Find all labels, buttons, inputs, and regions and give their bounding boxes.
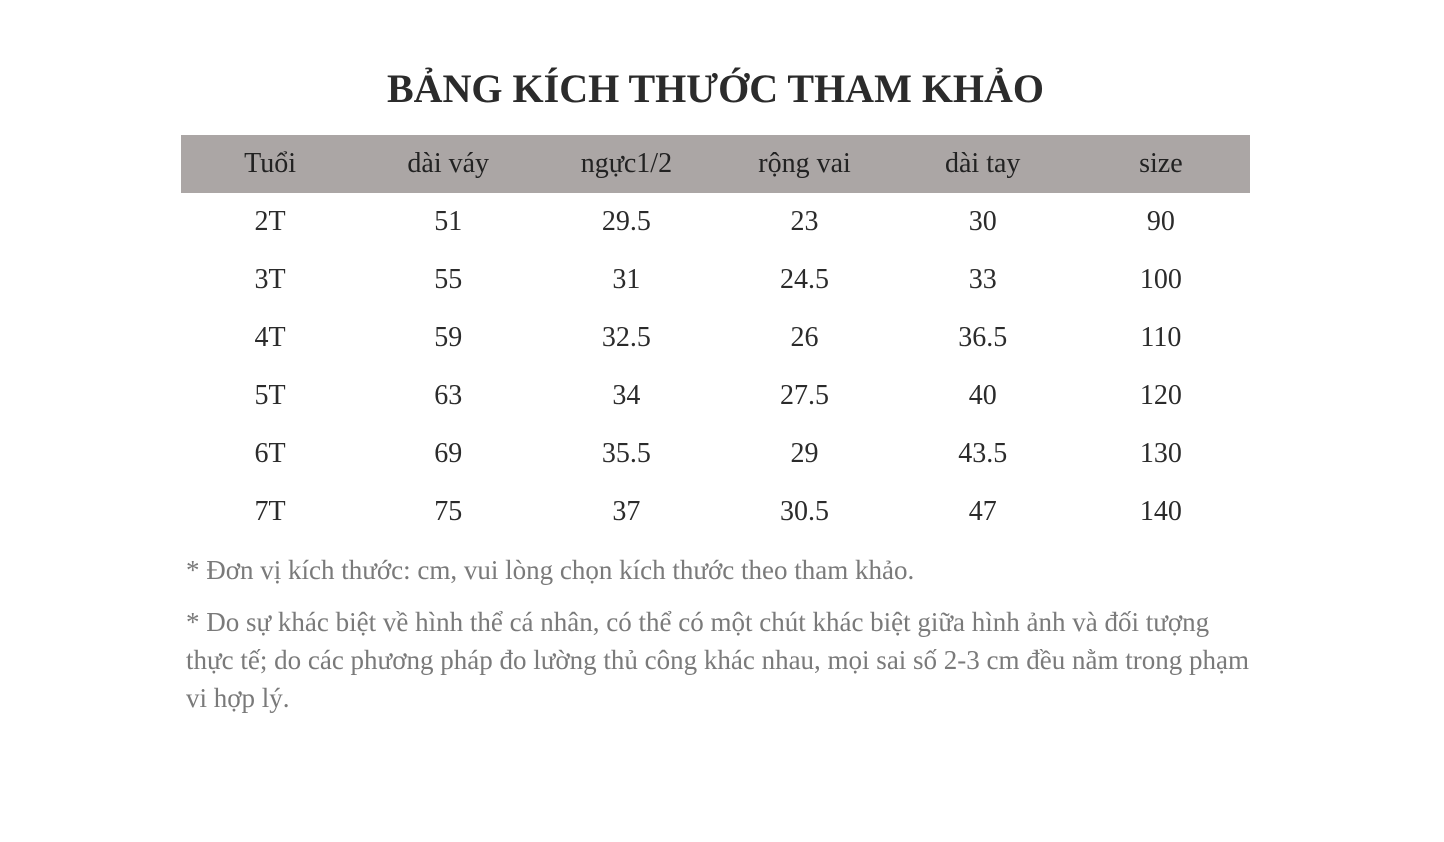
header-half-chest: ngực1/2 [580,148,673,179]
cell-shoulder-width: 30.5 [780,496,830,527]
cell-dress-length: 51 [434,206,463,237]
table-row [181,309,1250,367]
cell-dress-length: 55 [434,264,463,295]
cell-age: 5T [254,380,286,411]
cell-size: 110 [1140,322,1182,353]
cell-age: 4T [254,322,286,353]
cell-age: 7T [254,496,286,527]
cell-age: 3T [254,264,286,295]
cell-shoulder-width: 23 [790,206,819,237]
cell-sleeve-length: 47 [968,496,997,527]
table-header-row [181,135,1250,193]
table-row [181,483,1250,541]
cell-age: 2T [254,206,286,237]
cell-half-chest: 37 [612,496,641,527]
header-dress-length: dài váy [407,148,490,179]
cell-dress-length: 75 [434,496,463,527]
cell-size: 90 [1146,206,1175,237]
cell-sleeve-length: 43.5 [958,438,1008,469]
cell-size: 140 [1139,496,1182,527]
page-title: BẢNG KÍCH THƯỚC THAM KHẢO [386,66,1045,111]
cell-size: 100 [1139,264,1182,295]
cell-half-chest: 34 [612,380,641,411]
cell-dress-length: 59 [434,322,463,353]
header-shoulder-width: rộng vai [758,148,851,179]
cell-sleeve-length: 40 [968,380,997,411]
cell-size: 130 [1139,438,1182,469]
cell-sleeve-length: 30 [968,206,997,237]
cell-half-chest: 35.5 [601,438,651,469]
cell-half-chest: 32.5 [601,322,651,353]
notes-section [186,551,1252,717]
cell-shoulder-width: 24.5 [780,264,830,295]
cell-sleeve-length: 33 [968,264,997,295]
cell-dress-length: 63 [434,380,463,411]
cell-shoulder-width: 26 [790,322,819,353]
cell-dress-length: 69 [434,438,463,469]
header-age: Tuổi [244,148,297,179]
header-sleeve-length: dài tay [944,148,1021,179]
cell-size: 120 [1139,380,1182,411]
table-row [181,425,1250,483]
table-row [181,193,1250,251]
header-size: size [1139,148,1183,179]
unit-note: * Đơn vị kích thước: cm, vui lòng chọn kích thước theo tham khảo. [186,555,915,585]
cell-shoulder-width: 29 [790,438,819,469]
table-row [181,367,1250,425]
cell-shoulder-width: 27.5 [780,380,830,411]
table-row [181,251,1250,309]
cell-half-chest: 31 [612,264,641,295]
cell-age: 6T [254,438,286,469]
size-chart-table [181,135,1250,541]
disclaimer-note: * Do sự khác biệt về hình thể cá nhân, có thể có một chút khác biệt giữa hình ảnh và đối tượng thực tế; do các phương pháp đo lường thủ công khác nhau, mọi sai số 2-3 cm đều nằm trong phạm vi hợp lý. [186,607,1249,713]
cell-sleeve-length: 36.5 [958,322,1008,353]
cell-half-chest: 29.5 [601,206,651,237]
